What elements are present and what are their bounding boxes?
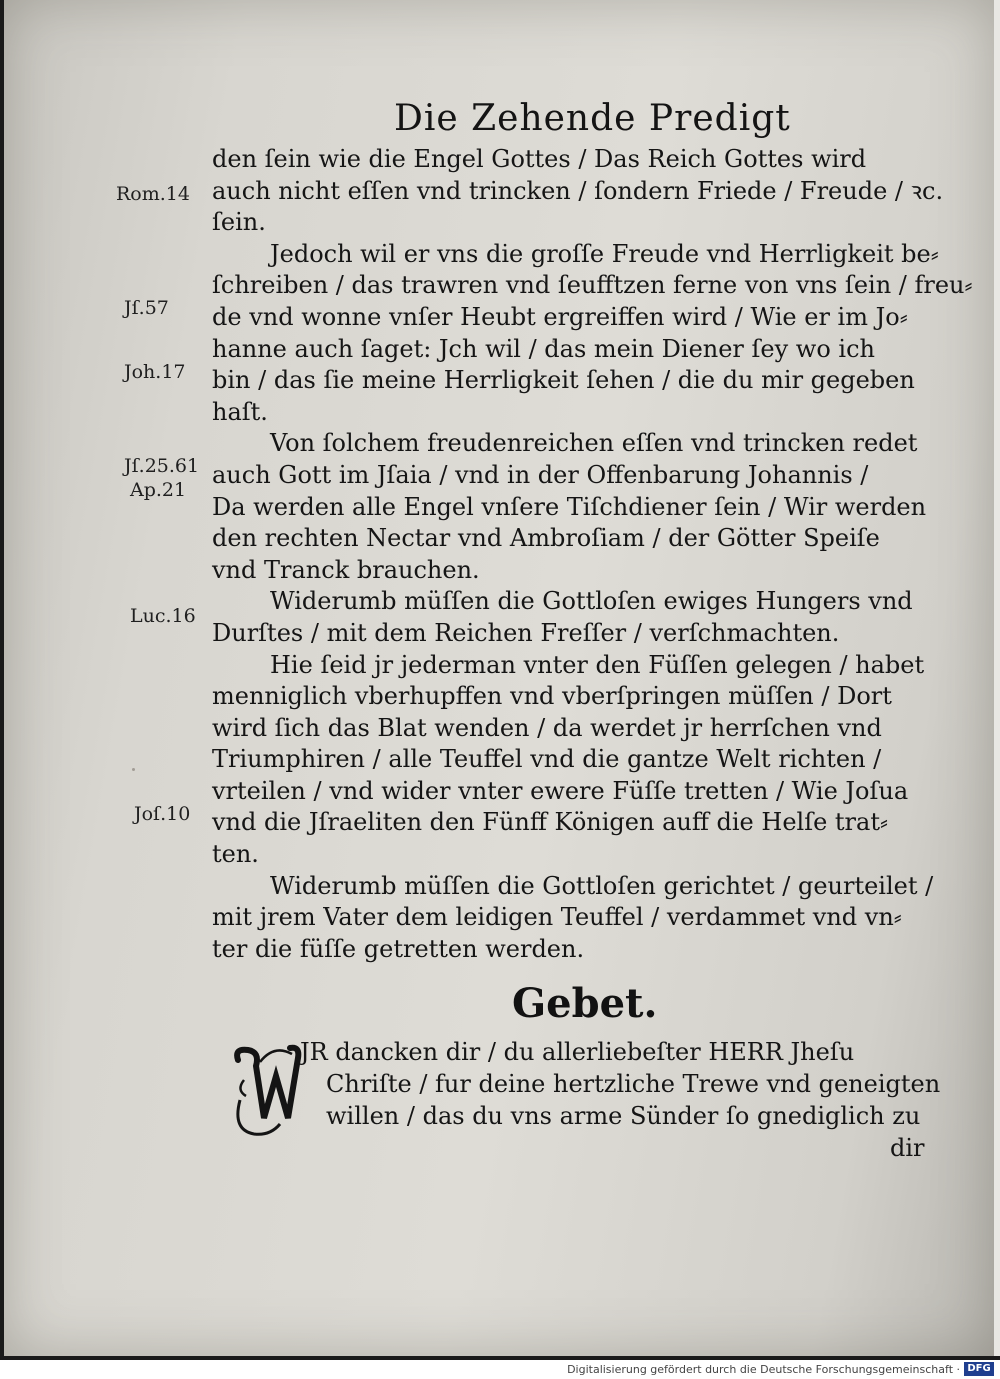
- catchword: dir: [890, 1134, 925, 1162]
- sermon-text: [212, 144, 973, 965]
- text-line: ſchreiben / das trawren vnd ſeufftzen ferne von vns ſein / freu⸗: [212, 271, 973, 300]
- margin-note-js-25-61: Jſ.25.61: [124, 455, 200, 477]
- paper-speck: [434, 690, 437, 693]
- text-line: ſein.: [212, 208, 266, 237]
- prayer-text: [238, 1036, 948, 1164]
- prayer-line: Chriſte / fur deine hertzliche Trewe vnd geneigten: [326, 1070, 941, 1098]
- text-line: vnd die Jſraeliten den Fünff Königen auff die Helſe trat⸗: [212, 808, 888, 837]
- margin-note-rom-14: Rom.14: [116, 183, 190, 205]
- margin-note-jos-10: Joſ.10: [134, 803, 191, 825]
- paragraph-start-line: Hie ſeid jr jederman vnter den Füſſen gelegen / habet: [270, 650, 925, 679]
- paragraph-start-line: Widerumb müſſen die Gottloſen ewiges Hungers vnd: [270, 587, 913, 616]
- paper-speck: [132, 768, 135, 771]
- text-line: wird ſich das Blat wenden / da werdet jr herrſchen vnd: [212, 713, 882, 742]
- footer-credit: Digitalisierung gefördert durch die Deutsche Forschungsgemeinschaft ·: [567, 1363, 960, 1376]
- margin-note-luc-16: Luc.16: [130, 605, 196, 627]
- text-line: ter die füſſe getretten werden.: [212, 934, 585, 963]
- text-line: menniglich vberhupffen vnd vberſpringen müſſen / Dort: [212, 682, 892, 711]
- text-line: haſt.: [212, 397, 268, 426]
- text-line: Durſtes / mit dem Reichen Freſſer / verſchmachten.: [212, 618, 840, 647]
- page-header: Die Zehende Predigt: [394, 98, 791, 139]
- text-line: Triumphiren / alle Teuffel vnd die gantze Welt richten /: [212, 745, 882, 774]
- text-line: auch Gott im Jſaia / vnd in der Offenbarung Johannis /: [212, 460, 869, 489]
- prayer-line: JR dancken dir / du allerliebeſter HERR Jheſu: [300, 1038, 855, 1066]
- margin-note-ap-21: Ap.21: [130, 479, 187, 501]
- page-edge: [994, 0, 1000, 1356]
- book-page: [4, 0, 996, 1356]
- paragraph-start-line: Jedoch wil er vns die groſſe Freude vnd Herrligkeit be⸗: [270, 239, 939, 268]
- dfg-logo: DFG: [964, 1362, 994, 1376]
- text-line: bin / das ſie meine Herrligkeit ſehen / die du mir gegeben: [212, 366, 915, 395]
- text-line: Da werden alle Engel vnſere Tiſchdiener ſein / Wir werden: [212, 492, 927, 521]
- paper-speck: [552, 340, 555, 343]
- text-line: mit jrem Vater dem leidigen Teuffel / verdammet vnd vn⸗: [212, 903, 902, 932]
- text-line: vnd Tranck brauchen.: [212, 555, 480, 584]
- text-line: auch nicht eſſen vnd trincken / ſondern Friede / Freude / ꝛc.: [212, 176, 944, 205]
- text-line: hanne auch ſaget: Jch wil / das mein Diener ſey wo ich: [212, 334, 875, 363]
- prayer-line: willen / das du vns arme Sünder ſo gnediglich zu: [326, 1102, 921, 1130]
- paragraph-start-line: Widerumb müſſen die Gottloſen gerichtet / geurteilet /: [270, 871, 934, 900]
- text-line: vrteilen / vnd wider vnter ewere Füſſe tretten / Wie Joſua: [212, 776, 909, 805]
- margin-note-js-57: Jſ.57: [124, 297, 169, 319]
- margin-note-joh-17: Joh.17: [124, 361, 186, 383]
- text-line: de vnd wonne vnſer Heubt ergreiffen wird / Wie er im Jo⸗: [212, 302, 908, 331]
- text-line: den rechten Nectar vnd Ambroſiam / der Götter Speiſe: [212, 524, 880, 553]
- prayer-heading: Gebet.: [512, 980, 658, 1027]
- text-line: den ſein wie die Engel Gottes / Das Reich Gottes wird: [212, 145, 867, 173]
- text-line: ten.: [212, 840, 259, 869]
- paragraph-start-line: Von ſolchem freudenreichen eſſen vnd trincken redet: [270, 429, 918, 458]
